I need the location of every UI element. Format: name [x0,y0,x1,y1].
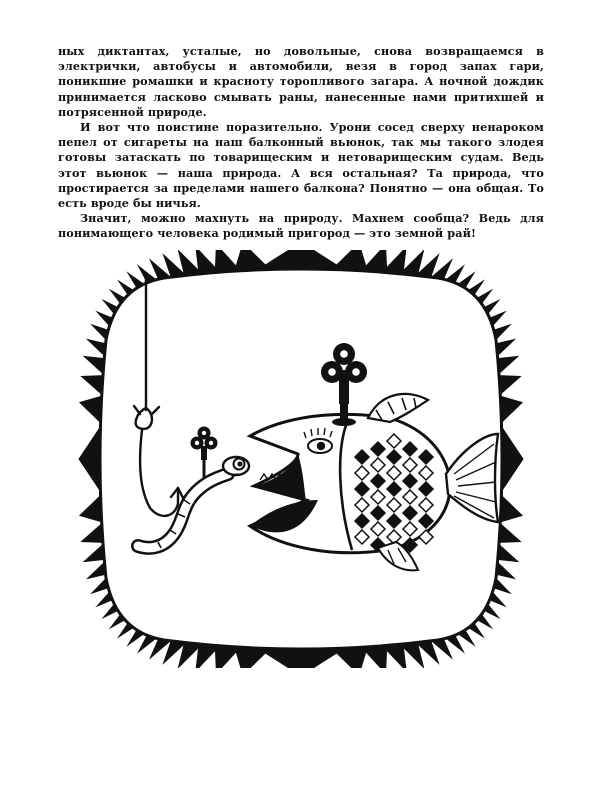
paragraph-2: И вот что поистине поразительно. Урони сосед сверху ненароком пепел от сигареты на наш балконный вьюнок, так мы такого злодея готовы затаскать по товарищеским и нетоварищеским судам. Ведь этот вьюнок — наша природа. А вся остальная? Та природа, что простирается за пределами нашего балкона? Понятно — она общая. То есть вроде бы ничья. [58,120,544,211]
article-text [58,44,544,242]
paragraph-1: ных диктантах, усталые, но довольные, снова возвращаемся в электрички, автобусы и автомобили, везя в город запах гари, поникшие ромашки и красноту торопливого загара. А ночной дождик принимается ласково смывать раны, нанесенные нами притихшей и потрясенной природе. [58,44,544,119]
illustration [66,250,536,668]
paragraph-3: Значит, можно махнуть на природу. Махнем сообща? Ведь для понимающего человека родимый пригород — это земной рай! [58,211,544,241]
